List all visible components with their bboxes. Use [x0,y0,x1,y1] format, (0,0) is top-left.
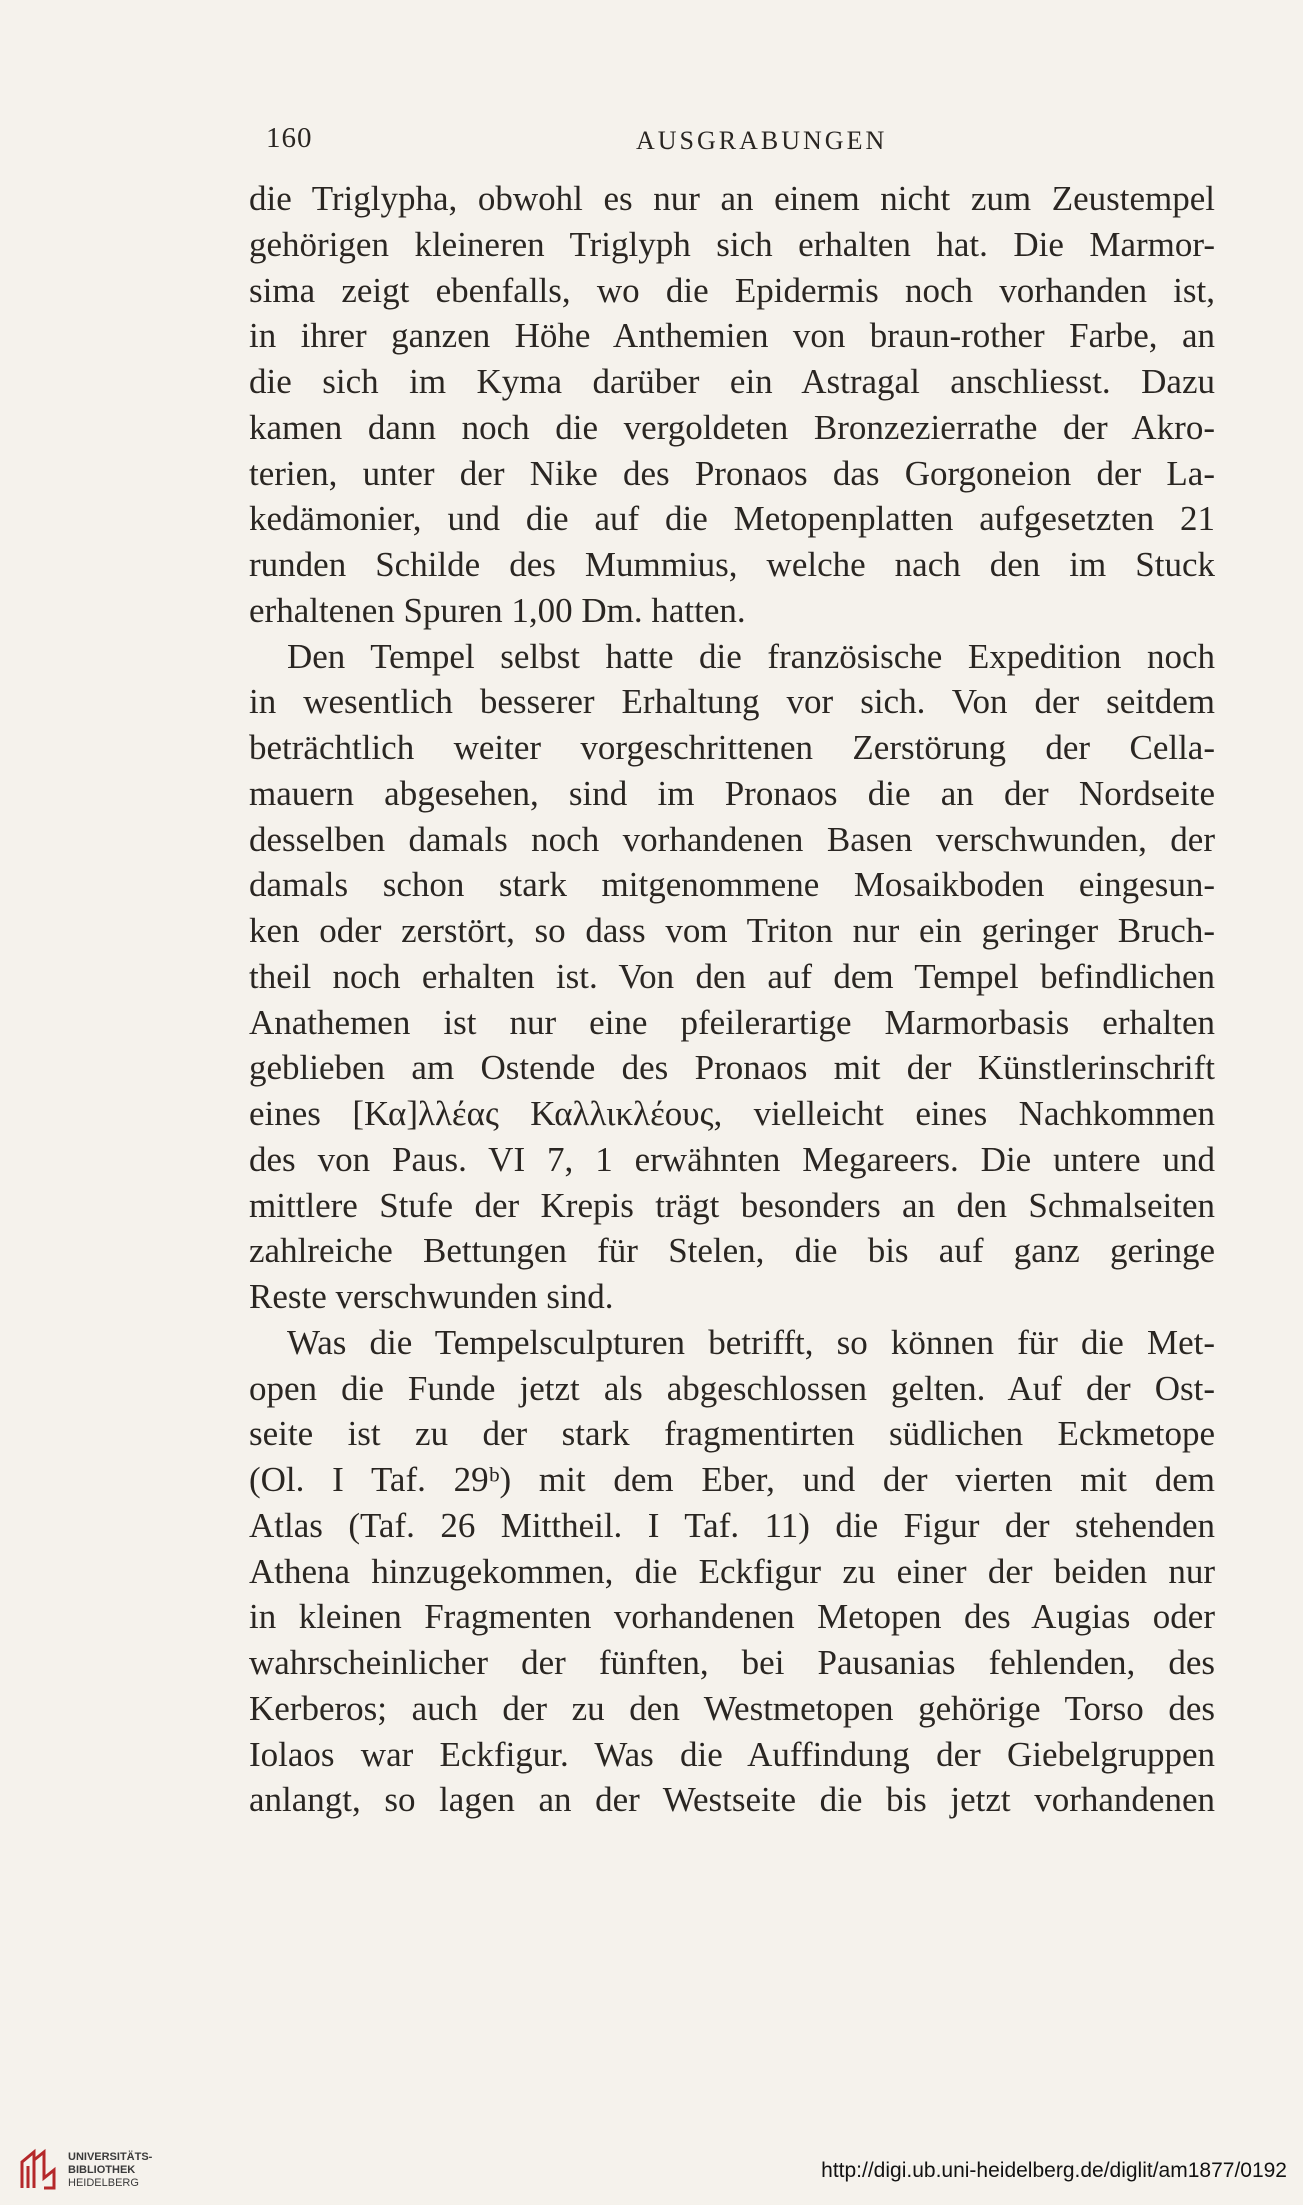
text-line: in wesentlich besserer Erhaltung vor sich. Von der seitdem [249,682,1215,722]
text-line: open die Funde jetzt als abgeschlossen gelten. Auf der Ost- [249,1368,1215,1408]
text-line: Anathemen ist nur eine pfeilerartige Marmorbasis erhalten [249,1002,1215,1042]
text-line: eines [Κα]λλέας Καλλικλέους, vielleicht eines Nachkommen [249,1094,1215,1133]
text-line: (Ol. I Taf. 29ᵇ) mit dem Eber, und der vierten mit dem [249,1460,1215,1499]
running-title: AUSGRABUNGEN [636,126,888,155]
text-line: zahlreiche Bettungen für Stelen, die bis auf ganz geringe [249,1231,1215,1271]
text-line: damals schon stark mitgenommene Mosaikboden eingesun- [249,865,1215,905]
text-line: des von Paus. VI 7, 1 erwähnten Megareers. Die untere und [249,1139,1215,1179]
text-line: sima zeigt ebenfalls, wo die Epidermis noch vorhanden ist, [249,270,1215,310]
text-line: die Triglypha, obwohl es nur an einem nicht zum Zeustempel [249,179,1215,218]
text-line: mittlere Stufe der Krepis trägt besonders an den Schmalseiten [249,1185,1215,1225]
text-line: kedämonier, und die auf die Metopenplatten aufgesetzten 21 [249,499,1215,539]
library-name-line: BIBLIOTHEK [68,2163,136,2176]
text-line: desselben damals noch vorhandenen Basen verschwunden, der [249,819,1215,859]
text-line: die sich im Kyma darüber ein Astragal anschliesst. Dazu [249,362,1215,401]
library-logo-icon [18,2148,58,2192]
text-line: gehörigen kleineren Triglyph sich erhalten hat. Die Marmor- [249,224,1215,264]
page-header [0,122,1303,162]
library-name [68,2151,152,2190]
text-line: Reste verschwunden sind. [249,1277,614,1316]
text-line: Den Tempel selbst hatte die französische Expedition noch [287,636,1215,676]
page-number: 160 [266,122,313,154]
text-line: mauern abgesehen, sind im Pronaos die an der Nordseite [249,773,1215,813]
text-line: Was die Tempelsculpturen betrifft, so können für die Met- [287,1322,1215,1362]
library-logo [18,2148,152,2192]
text-line: terien, unter der Nike des Pronaos das Gorgoneion der La- [249,453,1215,493]
text-line: geblieben am Ostende des Pronaos mit der Künstlerinschrift [249,1048,1215,1088]
text-line: Kerberos; auch der zu den Westmetopen gehörige Torso des [249,1688,1215,1728]
text-line: in kleinen Fragmenten vorhandenen Metopen des Augias oder [249,1597,1215,1637]
text-line: theil noch erhalten ist. Von den auf dem Tempel befindlichen [249,956,1215,996]
text-line: runden Schilde des Mummius, welche nach den im Stuck [249,545,1215,584]
text-line: seite ist zu der stark fragmentirten südlichen Eckmetope [249,1414,1215,1454]
library-name-line: HEIDELBERG [68,2176,139,2189]
text-line: Iolaos war Eckfigur. Was die Auffindung der Giebelgruppen [249,1734,1215,1774]
text-line: anlangt, so lagen an der Westseite die bis jetzt vorhandenen [249,1780,1215,1820]
text-line: Atlas (Taf. 26 Mittheil. I Taf. 11) die Figur der stehenden [249,1505,1215,1545]
text-line: in ihrer ganzen Höhe Anthemien von braun-rother Farbe, an [249,316,1215,356]
text-line: ken oder zerstört, so dass vom Triton nur ein geringer Bruch- [249,911,1215,950]
source-url[interactable]: http://digi.ub.uni-heidelberg.de/diglit/am1877/0192 [821,2159,1287,2182]
text-line: kamen dann noch die vergoldeten Bronzezierrathe der Akro- [249,407,1215,447]
text-line: wahrscheinlicher der fünften, bei Pausanias fehlenden, des [249,1643,1215,1682]
body-text [249,176,1215,1823]
text-line: erhaltenen Spuren 1,00 Dm. hatten. [249,590,746,630]
text-line: beträchtlich weiter vorgeschrittenen Zerstörung der Cella- [249,728,1215,767]
text-line: Athena hinzugekommen, die Eckfigur zu einer der beiden nur [249,1551,1215,1591]
library-name-line: UNIVERSITÄTS- [68,2150,153,2163]
